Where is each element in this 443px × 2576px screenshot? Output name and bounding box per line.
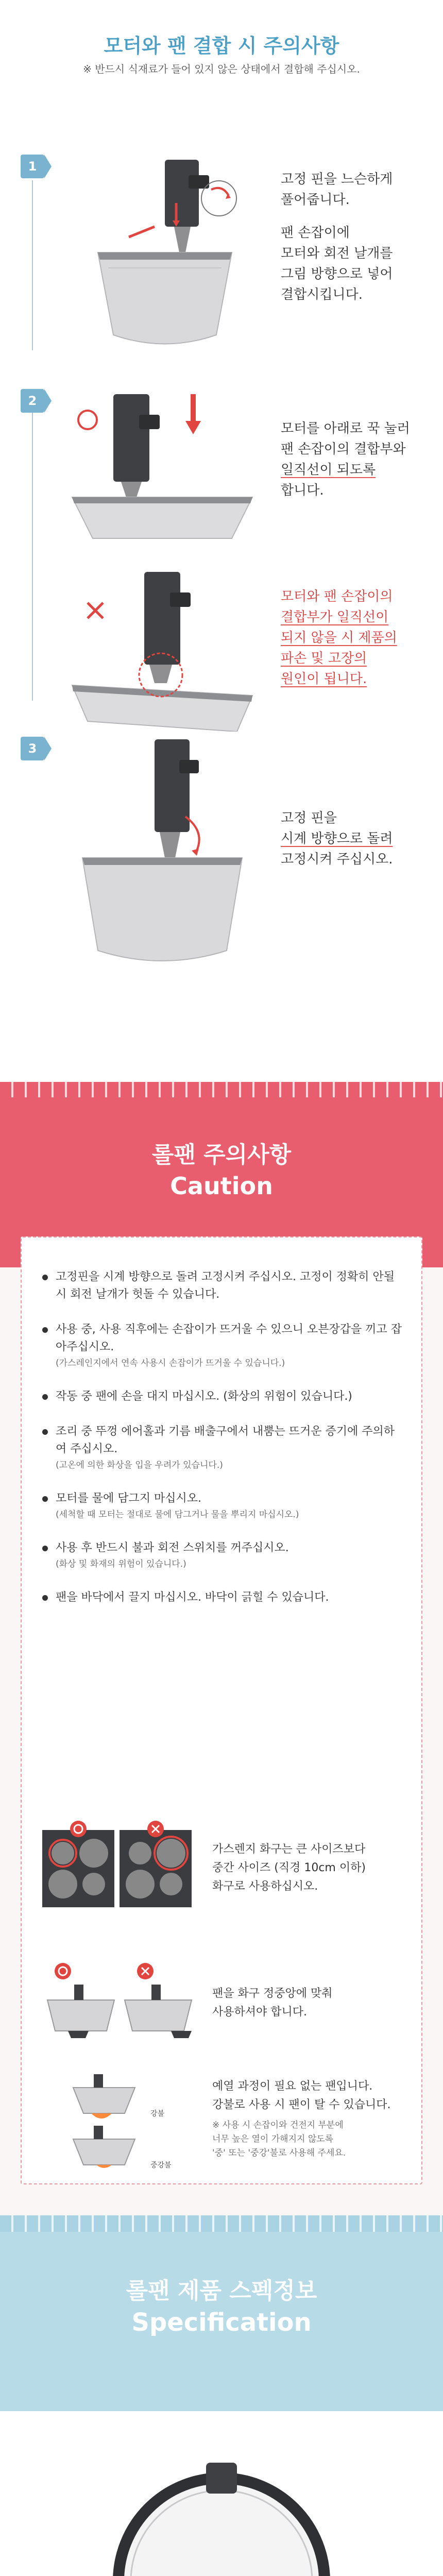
caution-item bbox=[42, 1423, 403, 1472]
caution-title: 롤팬 주의사항 bbox=[151, 1142, 292, 1168]
caution-item-text: 사용 후 반드시 불과 회전 스위치를 꺼주십시오. bbox=[56, 1541, 289, 1554]
stove-burner-line: 화구로 사용하십시오. bbox=[212, 1880, 318, 1893]
decorative-stripes bbox=[0, 2215, 443, 2232]
step-3-line: 고정 핀을 bbox=[281, 810, 337, 826]
caution-item-text: 고정핀을 시계 방향으로 돌려 고정시켜 주십시오. 고정이 정확히 안될 시 회전 날개가 헛돌 수 있습니다. bbox=[56, 1270, 395, 1301]
combine-subtitle: ※ 반드시 식재료가 들어 있지 않은 상태에서 결합해 주십시오. bbox=[83, 63, 360, 75]
caution-item-note: (고온에 의한 화상을 입을 우려가 있습니다.) bbox=[56, 1460, 223, 1470]
heat-level-row bbox=[42, 2072, 403, 2180]
heat-level-line: 예열 과정이 필요 없는 팬입니다. bbox=[212, 2080, 373, 2093]
heat-level-note: 너무 높은 열이 가해지지 않도록 bbox=[212, 2134, 334, 2144]
caution-item-note: (세척할 때 모터는 절대로 물에 담그거나 물을 뿌리지 마십시오.) bbox=[56, 1510, 299, 1520]
step-connector bbox=[32, 412, 33, 701]
heat-level-illustration bbox=[42, 2072, 197, 2180]
stove-burner-line: 중간 사이즈 (직경 10cm 이하) bbox=[212, 1861, 366, 1874]
step-2-line: 팬 손잡이의 결합부와 bbox=[281, 442, 406, 457]
caution-item bbox=[42, 1589, 403, 1606]
strong-heat-label: 강불 bbox=[150, 2110, 165, 2118]
step-1-badge: 1 bbox=[21, 155, 44, 178]
caution-title-en: Caution bbox=[170, 1172, 273, 1200]
step-1-line: 그림 방향으로 넣어 bbox=[281, 266, 393, 282]
caution-section bbox=[0, 1082, 443, 2215]
step-1-line: 결합시킵니다. bbox=[281, 287, 363, 302]
heat-level-text bbox=[212, 2077, 408, 2160]
step-1-text bbox=[281, 169, 393, 305]
step-1-line: 모터와 회전 날개를 bbox=[281, 246, 393, 261]
step-1-illustration bbox=[88, 149, 242, 366]
stove-burner-illustration bbox=[42, 1820, 197, 1933]
stove-burner-row bbox=[42, 1820, 403, 1933]
pan-top-view bbox=[103, 2458, 340, 2576]
caution-item bbox=[42, 1388, 403, 1405]
step-2-warning-line: 되지 않을 시 제품의 bbox=[281, 630, 397, 646]
caution-item bbox=[42, 1490, 403, 1522]
step-2-wrong-illustration bbox=[67, 567, 263, 732]
spec-header-band bbox=[0, 2215, 443, 2411]
step-3-line: 고정시켜 주십시오. bbox=[281, 852, 393, 867]
caution-item-text: 사용 중, 사용 직후에는 손잡이가 뜨거울 수 있으니 오븐장갑을 끼고 잡아주십시오. bbox=[56, 1323, 402, 1353]
step-2-warning-line: 결합부가 일직선이 bbox=[281, 609, 389, 625]
step-3-badge: 3 bbox=[21, 737, 44, 760]
spec-title-en: Specification bbox=[131, 2308, 312, 2337]
caution-item-note: (가스레인지에서 연속 사용시 손잡이가 뜨거울 수 있습니다.) bbox=[56, 1358, 285, 1368]
step-2-warning-line: 원인이 됩니다. bbox=[281, 671, 367, 687]
stove-burner-line: 가스렌지 화구는 큰 사이즈보다 bbox=[212, 1843, 366, 1856]
step-2-warning-line: 모터와 팬 손잡이의 bbox=[281, 589, 393, 604]
step-3-text bbox=[281, 808, 393, 870]
spec-section bbox=[0, 2215, 443, 2576]
caution-item-text: 조리 중 뚜껑 에어홀과 기름 배출구에서 내뿜는 뜨거운 증기에 주의하여 주십시오. bbox=[56, 1425, 395, 1455]
medium-heat-label: 중강불 bbox=[150, 2161, 172, 2170]
spec-title: 롤팬 제품 스펙정보 bbox=[126, 2278, 317, 2304]
caution-item bbox=[42, 1539, 403, 1571]
decorative-stripes bbox=[0, 1082, 443, 1097]
step-2-badge: 2 bbox=[21, 389, 44, 413]
step-2-warning bbox=[281, 586, 397, 689]
caution-item bbox=[42, 1321, 403, 1370]
heat-level-line: 강불로 사용 시 팬이 탈 수 있습니다. bbox=[212, 2098, 391, 2111]
step-1-line: 풀어줍니다. bbox=[281, 192, 350, 208]
step-2-warning-line: 파손 및 고장의 bbox=[281, 651, 367, 666]
stove-burner-text bbox=[212, 1840, 408, 1896]
step-1-line: 고정 핀을 느슨하게 bbox=[281, 172, 393, 187]
step-3-line: 시계 방향으로 돌려 bbox=[281, 831, 393, 846]
step-2-illustration bbox=[67, 384, 263, 544]
pan-position-line: 팬을 화구 정중앙에 맞춰 bbox=[212, 1987, 333, 2000]
pan-position-line: 사용하셔야 합니다. bbox=[212, 2006, 308, 2019]
step-2-line: 모터를 아래로 꾹 눌러 bbox=[281, 421, 410, 436]
caution-item-text: 모터를 물에 담그지 마십시오. bbox=[56, 1492, 201, 1505]
caution-item-text: 작동 중 팬에 손을 대지 마십시오. (화상의 위험이 있습니다.) bbox=[56, 1390, 352, 1403]
caution-item bbox=[42, 1268, 403, 1303]
pan-position-row bbox=[42, 1959, 403, 2052]
pan-position-illustration bbox=[42, 1959, 197, 2052]
step-1-line: 팬 손잡이에 bbox=[281, 225, 350, 241]
caution-item-text: 팬을 바닥에서 끌지 마십시오. 바닥이 긁힐 수 있습니다. bbox=[56, 1591, 329, 1604]
step-2-line: 합니다. bbox=[281, 483, 324, 498]
heat-level-note: ※ 사용 시 손잡이와 건전지 부분에 bbox=[212, 2120, 344, 2130]
heat-level-note: '중' 또는 '중강'불로 사용해 주세요. bbox=[212, 2148, 346, 2158]
caution-list bbox=[42, 1268, 403, 1624]
caution-box bbox=[21, 1236, 422, 2184]
step-2-line: 일직선이 되도록 bbox=[281, 462, 376, 478]
step-2-text bbox=[281, 418, 410, 501]
step-connector bbox=[32, 180, 33, 350]
caution-item-note: (화상 및 화재의 위험이 있습니다.) bbox=[56, 1559, 186, 1569]
pan-position-text bbox=[212, 1985, 408, 2022]
step-3-illustration bbox=[77, 734, 252, 971]
combine-section bbox=[0, 0, 443, 1082]
combine-title: 모터와 팬 결합 시 주의사항 bbox=[104, 35, 339, 57]
